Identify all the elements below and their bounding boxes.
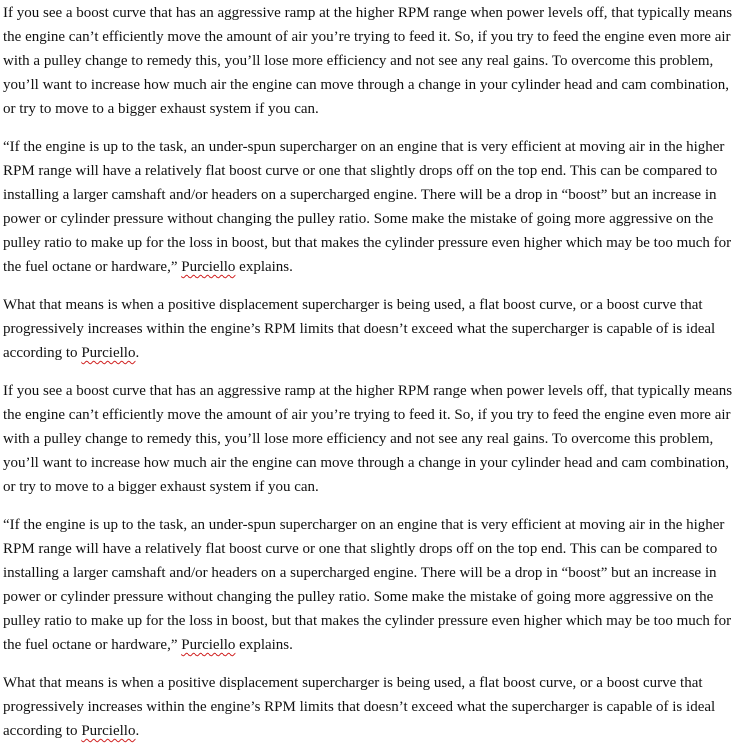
paragraph-text: If you see a boost curve that has an aggressive ramp at the higher RPM range when power levels off, that typically means the engine can’t efficiently move the amount of air you’re trying to feed it. So, if you try to feed the engine even more air with a pulley change to remedy this, you’ll lose more efficiency and not see any real gains. To overcome this problem, you’ll want to increase how much air the engine can move through a change in your cylinder head and cam combination, or try to move to a bigger exhaust system if you can. — [3, 383, 733, 495]
paragraph-4 — [3, 379, 744, 499]
spellcheck-flagged-word[interactable]: Purciello — [81, 345, 136, 361]
paragraph-2 — [3, 135, 744, 279]
paragraph-3 — [3, 293, 744, 365]
spellcheck-flagged-word[interactable]: Purciello — [181, 637, 236, 653]
paragraph-text: If you see a boost curve that has an aggressive ramp at the higher RPM range when power levels off, that typically means the engine can’t efficiently move the amount of air you’re trying to feed it. So, if you try to feed the engine even more air with a pulley change to remedy this, you’ll lose more efficiency and not see any real gains. To overcome this problem, you’ll want to increase how much air the engine can move through a change in your cylinder head and cam combination, or try to move to a bigger exhaust system if you can. — [3, 5, 733, 117]
paragraph-text: What that means is when a positive displacement supercharger is being used, a flat boost curve, or a boost curve that progressively increases within the engine’s RPM limits that doesn’t exceed what the supercharger is capable of is ideal according to — [3, 675, 716, 739]
spellcheck-flagged-word[interactable]: Purciello — [181, 259, 236, 275]
paragraph-6 — [3, 671, 744, 743]
paragraph-5 — [3, 513, 744, 657]
paragraph-text: . — [135, 723, 140, 739]
paragraph-text: explains. — [235, 259, 293, 275]
spellcheck-flagged-word[interactable]: Purciello — [81, 723, 136, 739]
paragraph-text: “If the engine is up to the task, an under-spun supercharger on an engine that is very efficient at moving air in the higher RPM range will have a relatively flat boost curve or one that slightly drops off on the top end. This can be compared to installing a larger camshaft and/or headers on a supercharged engine. There will be a drop in “boost” but an increase in power or cylinder pressure without changing the pulley ratio. Some make the mistake of going more aggressive on the pulley ratio to make up for the loss in boost, but that makes the cylinder pressure even higher which may be too much for the fuel octane or hardware,” — [3, 517, 732, 653]
paragraph-text: explains. — [235, 637, 293, 653]
paragraph-text: “If the engine is up to the task, an under-spun supercharger on an engine that is very efficient at moving air in the higher RPM range will have a relatively flat boost curve or one that slightly drops off on the top end. This can be compared to installing a larger camshaft and/or headers on a supercharged engine. There will be a drop in “boost” but an increase in power or cylinder pressure without changing the pulley ratio. Some make the mistake of going more aggressive on the pulley ratio to make up for the loss in boost, but that makes the cylinder pressure even higher which may be too much for the fuel octane or hardware,” — [3, 139, 732, 275]
paragraph-1 — [3, 1, 744, 121]
paragraph-text: What that means is when a positive displacement supercharger is being used, a flat boost curve, or a boost curve that progressively increases within the engine’s RPM limits that doesn’t exceed what the supercharger is capable of is ideal according to — [3, 297, 716, 361]
paragraph-text: . — [135, 345, 140, 361]
document-body[interactable] — [0, 1, 748, 748]
